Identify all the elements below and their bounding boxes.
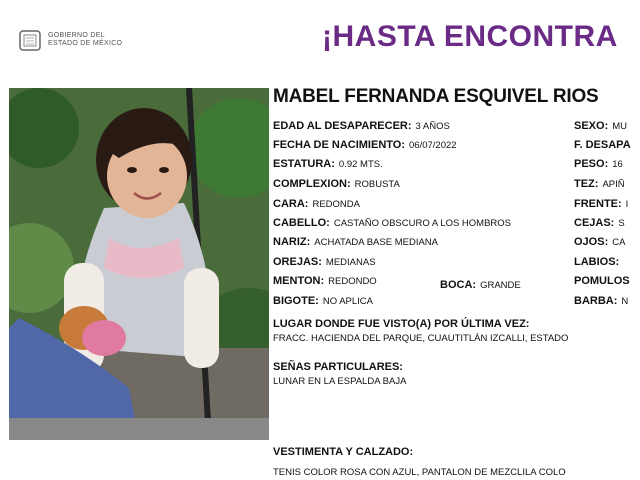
field-label: TEZ: bbox=[574, 178, 599, 190]
field-value: 3 AÑOS bbox=[415, 121, 450, 132]
field-value: MEDIANAS bbox=[325, 257, 376, 268]
field-height bbox=[273, 158, 383, 170]
gov-line-1: GOBIERNO DEL bbox=[48, 32, 105, 39]
field-eyes bbox=[574, 236, 625, 248]
field-label: NARIZ: bbox=[273, 236, 311, 248]
field-value: ROBUSTA bbox=[354, 179, 400, 190]
field-label: FECHA DE NACIMIENTO: bbox=[273, 139, 405, 151]
field-weight bbox=[574, 158, 623, 170]
field-value: REDONDA bbox=[312, 199, 360, 210]
field-label: BOCA: bbox=[440, 279, 477, 291]
field-label: POMULOS bbox=[574, 275, 630, 287]
government-name bbox=[48, 32, 122, 48]
clothing-text: TENIS COLOR ROSA CON AZUL, PANTALON DE MEZCLILA COLO bbox=[273, 467, 566, 478]
field-value: 0.92 MTS. bbox=[338, 159, 383, 170]
field-value: N bbox=[621, 296, 629, 307]
field-label: LABIOS: bbox=[574, 256, 620, 268]
last-seen-text: FRACC. HACIENDA DEL PARQUE, CUAUTITLÁN IZCALLI, ESTADO bbox=[273, 333, 569, 344]
field-ears bbox=[273, 256, 376, 268]
field-value: NO APLICA bbox=[322, 296, 374, 307]
field-birthdate bbox=[273, 139, 457, 151]
field-label: ESTATURA: bbox=[273, 158, 335, 170]
field-label: OREJAS: bbox=[273, 256, 322, 268]
field-hair bbox=[273, 217, 511, 229]
field-value: CA bbox=[612, 237, 626, 248]
field-label: OJOS: bbox=[574, 236, 609, 248]
field-label: CABELLO: bbox=[273, 217, 330, 229]
field-label: BARBA: bbox=[574, 295, 618, 307]
field-value: ACHATADA BASE MEDIANA bbox=[314, 237, 438, 248]
field-label: SEXO: bbox=[574, 120, 609, 132]
state-seal-icon bbox=[18, 28, 42, 52]
field-label: EDAD AL DESAPARECER: bbox=[273, 120, 412, 132]
field-label: MENTON: bbox=[273, 275, 325, 287]
field-value: S bbox=[618, 218, 625, 229]
field-value: GRANDE bbox=[480, 280, 521, 291]
field-nose bbox=[273, 236, 438, 248]
last-seen-title: LUGAR DONDE FUE VISTO(A) POR ÚLTIMA VEZ: bbox=[273, 318, 530, 330]
field-chin bbox=[273, 275, 377, 287]
field-age bbox=[273, 120, 450, 132]
field-skin bbox=[574, 178, 625, 190]
field-forehead bbox=[574, 198, 628, 210]
field-mouth bbox=[440, 279, 521, 291]
marks-title: SEÑAS PARTICULARES: bbox=[273, 361, 403, 373]
field-complexion bbox=[273, 178, 400, 190]
field-label: CEJAS: bbox=[574, 217, 615, 229]
headline: ¡HASTA ENCONTRA bbox=[322, 20, 618, 53]
field-value: CASTAÑO OBSCURO A LOS HOMBROS bbox=[333, 218, 512, 229]
field-label: CARA: bbox=[273, 198, 309, 210]
field-label: FRENTE: bbox=[574, 198, 622, 210]
field-value: MU bbox=[612, 121, 628, 132]
missing-person-photo bbox=[9, 88, 269, 440]
field-sex bbox=[574, 120, 627, 132]
clothing-title: VESTIMENTA Y CALZADO: bbox=[273, 446, 414, 458]
field-mustache bbox=[273, 295, 373, 307]
field-value: 06/07/2022 bbox=[409, 140, 457, 151]
field-value: I bbox=[625, 199, 629, 210]
field-disappearance-date bbox=[574, 139, 635, 151]
person-name: MABEL FERNANDA ESQUIVEL RIOS bbox=[273, 86, 599, 107]
field-cheekbones bbox=[574, 275, 634, 287]
field-beard bbox=[574, 295, 628, 307]
field-value: APIÑ bbox=[602, 179, 625, 190]
gov-line-2: ESTADO DE MÉXICO bbox=[48, 40, 123, 47]
field-lips bbox=[574, 256, 623, 268]
marks-text: LUNAR EN LA ESPALDA BAJA bbox=[273, 376, 407, 387]
field-label: COMPLEXION: bbox=[273, 178, 351, 190]
field-label: BIGOTE: bbox=[273, 295, 319, 307]
field-label: F. DESAPA bbox=[574, 139, 631, 151]
field-face bbox=[273, 198, 360, 210]
field-eyebrows bbox=[574, 217, 625, 229]
field-label: PESO: bbox=[574, 158, 609, 170]
government-logo bbox=[18, 28, 148, 56]
field-value: REDONDO bbox=[328, 276, 377, 287]
field-value: 16 bbox=[612, 159, 623, 170]
